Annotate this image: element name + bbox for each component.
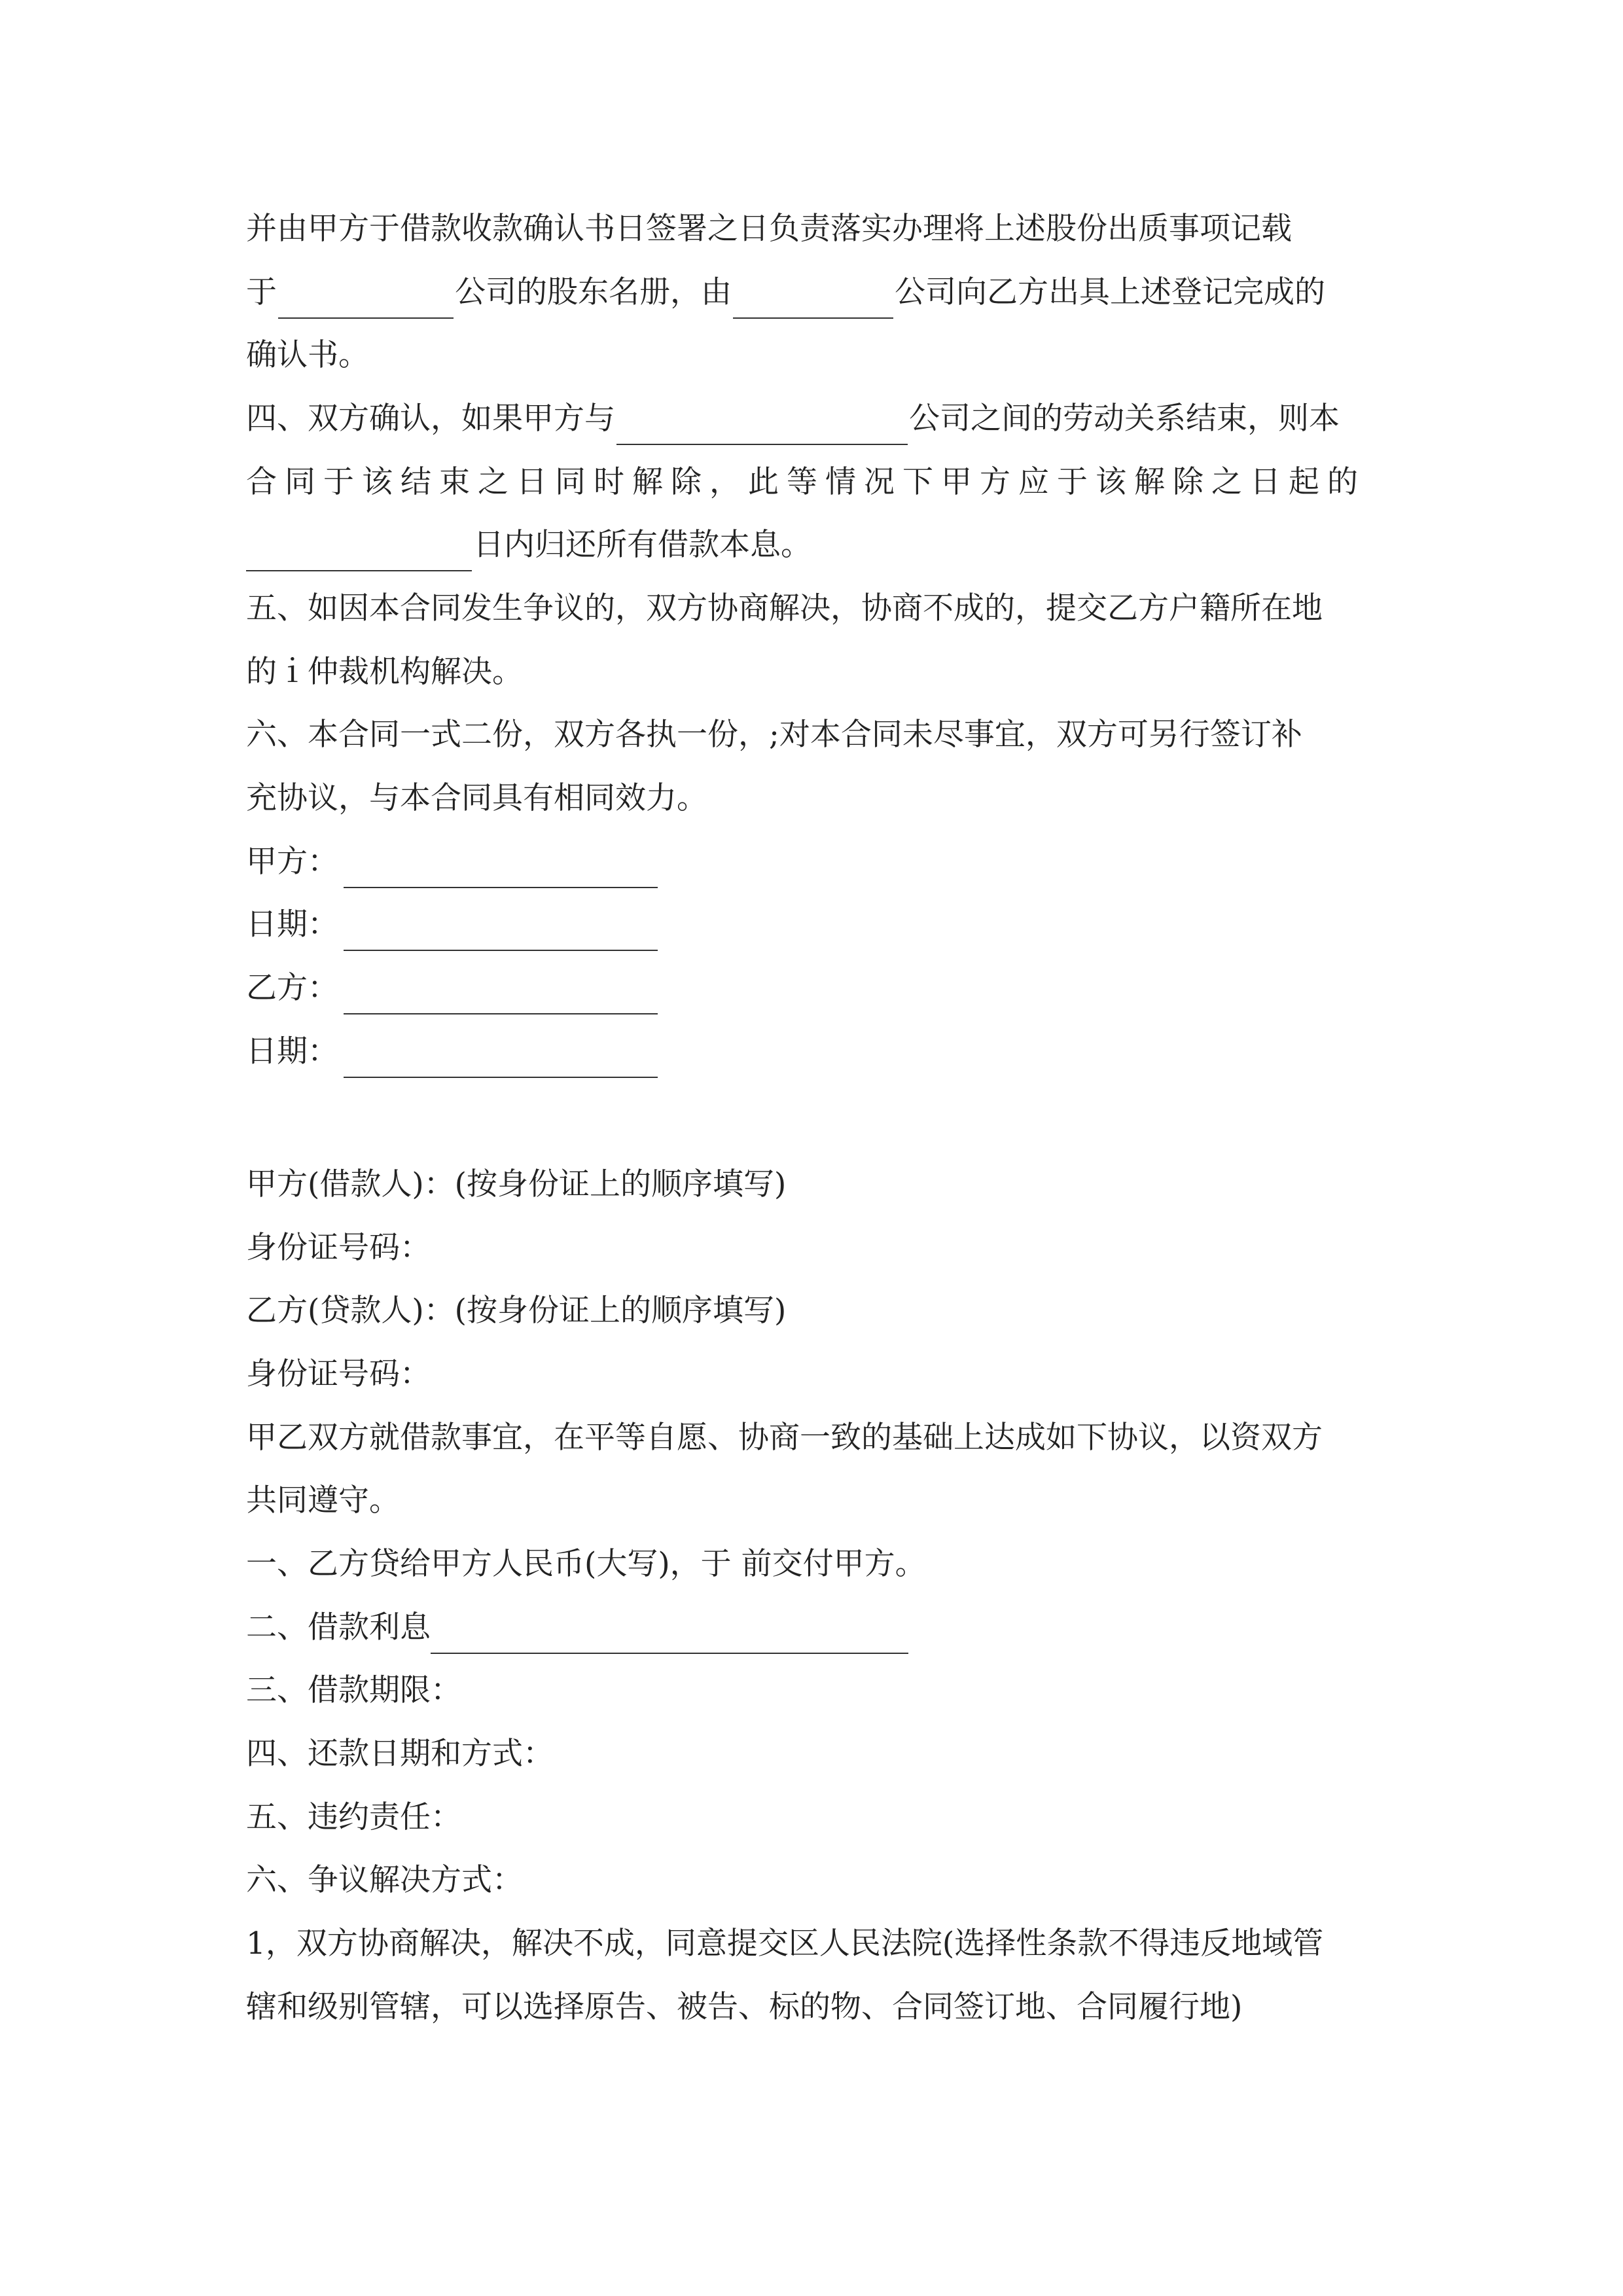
- signature-label: 甲方：: [246, 844, 338, 880]
- signature-label: 日期：: [246, 906, 338, 942]
- signature-party-b: [246, 962, 1378, 1014]
- intro-line2: 共同遵守。: [246, 1482, 400, 1518]
- clause5-line2: 的ｉ仲裁机构解决。: [246, 654, 523, 690]
- clause3-line1: 并由甲方于借款收款确认书日签署之日负责落实办理将上述股份出质事项记载: [246, 211, 1292, 247]
- item6: 六、争议解决方式：: [246, 1862, 523, 1898]
- clause4-line1-b: 公司之间的劳动关系结束，则本: [909, 401, 1340, 437]
- signature-blank: [344, 977, 658, 1014]
- clause3-line3: 确认书。: [246, 337, 369, 373]
- clause5-line1: 五、如因本合同发生争议的，双方协商解决，协商不成的，提交乙方户籍所在地: [246, 590, 1323, 626]
- blank-company-3: [616, 407, 908, 445]
- party-b-id: 身份证号码：: [246, 1356, 431, 1392]
- intro-line1: 甲乙双方就借款事宜，在平等自愿、协商一致的基础上达成如下协议，以资双方: [246, 1420, 1323, 1456]
- clause6-line1: 六、本合同一式二份，双方各执一份，;对本合同未尽事宜，双方可另行签订补: [246, 717, 1302, 753]
- clause6-line2: 充协议，与本合同具有相同效力。: [246, 780, 707, 816]
- signature-blank: [344, 913, 658, 951]
- item6-1-line1: 1，双方协商解决，解决不成，同意提交区人民法院(选择性条款不得违反地域管: [246, 1926, 1324, 1962]
- party-b-heading: 乙方(贷款人)：(按身份证上的顺序填写): [246, 1293, 787, 1329]
- blank-days: [246, 533, 472, 571]
- item3: 三、借款期限：: [246, 1672, 461, 1708]
- item2: [246, 1602, 1378, 1654]
- clause3-line2-a: 于: [246, 274, 277, 310]
- item2-label: 二、借款利息: [246, 1609, 431, 1645]
- clause4-line1: [246, 393, 1378, 445]
- signature-blank: [344, 1040, 658, 1078]
- signature-label: 日期：: [246, 1033, 338, 1069]
- item5: 五、违约责任：: [246, 1799, 461, 1835]
- signature-party-a: [246, 836, 1378, 888]
- clause4-line3-b: 日内归还所有借款本息。: [473, 527, 812, 563]
- blank-company-1: [278, 281, 454, 319]
- item6-1-line2: 辖和级别管辖，可以选择原告、被告、标的物、合同签订地、合同履行地): [246, 1989, 1243, 2025]
- clause3-line2-b: 公司的股东名册，由: [455, 274, 732, 310]
- blank-company-2: [733, 281, 893, 319]
- clause3-line2-c: 公司向乙方出具上述登记完成的: [895, 274, 1325, 310]
- party-a-heading: 甲方(借款人)：(按身份证上的顺序填写): [246, 1166, 787, 1202]
- item4: 四、还款日期和方式：: [246, 1736, 554, 1772]
- signature-date-a: [246, 899, 1378, 951]
- signature-date-b: [246, 1026, 1378, 1078]
- clause4-line2: 合同于该结束之日同时解除，此等情况下甲方应于该解除之日起的: [246, 464, 1366, 500]
- party-a-id: 身份证号码：: [246, 1230, 431, 1266]
- signature-label: 乙方：: [246, 970, 338, 1006]
- item1: 一、乙方贷给甲方人民币(大写)，于 前交付甲方。: [246, 1546, 926, 1582]
- clause4-line1-a: 四、双方确认，如果甲方与: [246, 401, 615, 437]
- signature-blank: [344, 850, 658, 888]
- clause3-line2: [246, 266, 1378, 319]
- clause4-line3: [246, 519, 1378, 571]
- blank-interest: [431, 1616, 908, 1654]
